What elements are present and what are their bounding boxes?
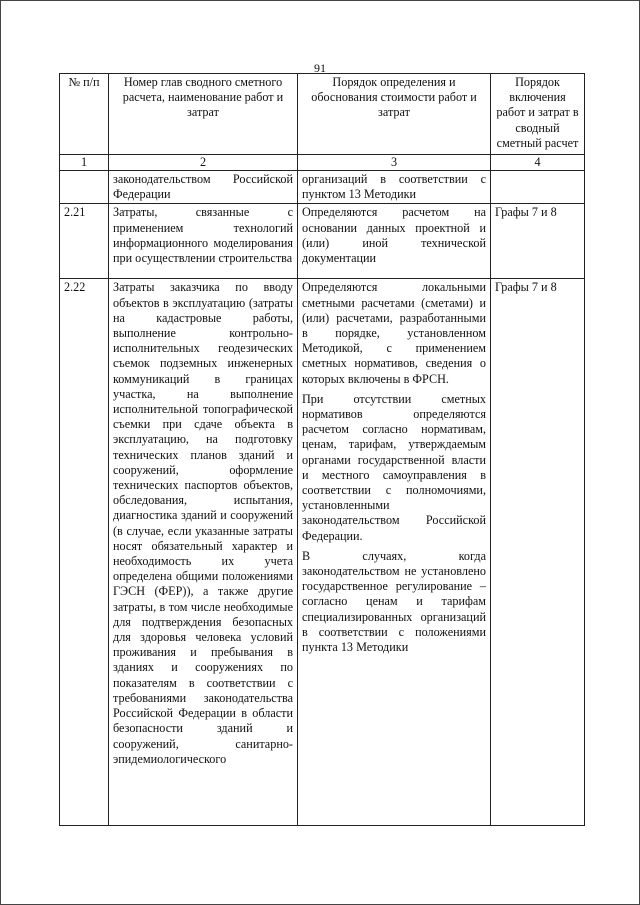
row-method bbox=[298, 279, 491, 826]
table-row bbox=[60, 171, 585, 204]
method-paragraph: Определяются расчетом на основании данных проектной и (или) иной технической документации bbox=[302, 205, 486, 266]
row-number: 2.21 bbox=[60, 204, 109, 279]
row-method bbox=[298, 171, 491, 204]
column-number: 4 bbox=[491, 155, 585, 171]
row-inclusion: Графы 7 и 8 bbox=[491, 204, 585, 279]
header-chapter-name: Номер глав сводного сметного расчета, наименование работ и затрат bbox=[109, 74, 298, 155]
row-number bbox=[60, 171, 109, 204]
page-number: 91 bbox=[314, 61, 326, 75]
column-number-row bbox=[60, 155, 585, 171]
header-cost-method: Порядок определения и обоснования стоимости работ и затрат bbox=[298, 74, 491, 155]
column-number: 1 bbox=[60, 155, 109, 171]
table-row bbox=[60, 279, 585, 826]
method-paragraph: В случаях, когда законодательством не установлено государственное регулирование – согласно ценам и тарифам специализированных организаций в соответствии с положениями пункта 13 Методики bbox=[302, 548, 486, 655]
row-name: Затраты, связанные с применением технологий информационного моделирования при осуществлении строительства bbox=[109, 204, 298, 279]
column-number: 3 bbox=[298, 155, 491, 171]
table-row bbox=[60, 204, 585, 279]
header-number: № п/п bbox=[60, 74, 109, 155]
method-paragraph: организаций в соответствии с пунктом 13 Методики bbox=[302, 172, 486, 202]
column-number: 2 bbox=[109, 155, 298, 171]
header-inclusion-order: Порядок включения работ и затрат в сводный сметный расчет bbox=[491, 74, 585, 155]
row-name: Затраты заказчика по вводу объектов в эксплуатацию (затраты на кадастровые работы, выполнение контрольно-исполнительных геодезических съемок подземных инженерных коммуникаций в границах участка, на выполнение исполнительной топографической съемки при сдаче объекта в эксплуатацию, на подготовку технических планов зданий и сооружений, оформление технических паспортов объектов, обследования, испытания, диагностика зданий и сооружений (в случае, если указанные затраты носят обязательный характер и необходимость их учета определена общими положениями ГЭСН (ФЕР)), а также другие затраты, в том числе необходимые для подтверждения безопасных для здоровья человека условий проживания и пребывания в зданиях и сооружениях по показателям в соответствии с требованиями законодательства Российской Федерации в области безопасности зданий и сооружений, санитарно-эпидемиологического bbox=[109, 279, 298, 826]
method-paragraph: Определяются локальными сметными расчетами (сметами) и (или) расчетами, разработанными в порядке, установленном Методикой, с применением сметных нормативов, сведения о которых включены в ФРСН. bbox=[302, 280, 486, 386]
estimate-table bbox=[59, 73, 585, 826]
table-header-row bbox=[60, 74, 585, 155]
row-number: 2.22 bbox=[60, 279, 109, 826]
row-inclusion bbox=[491, 171, 585, 204]
row-inclusion: Графы 7 и 8 bbox=[491, 279, 585, 826]
method-paragraph: При отсутствии сметных нормативов определяются расчетом согласно нормативам, ценам, тарифам, утверждаемым органами государственной власти и местного самоуправления в соответствии с полномочиями, установленными законодательством Российской Федерации. bbox=[302, 391, 486, 543]
row-method bbox=[298, 204, 491, 279]
row-name: законодательством Российской Федерации bbox=[109, 171, 298, 204]
